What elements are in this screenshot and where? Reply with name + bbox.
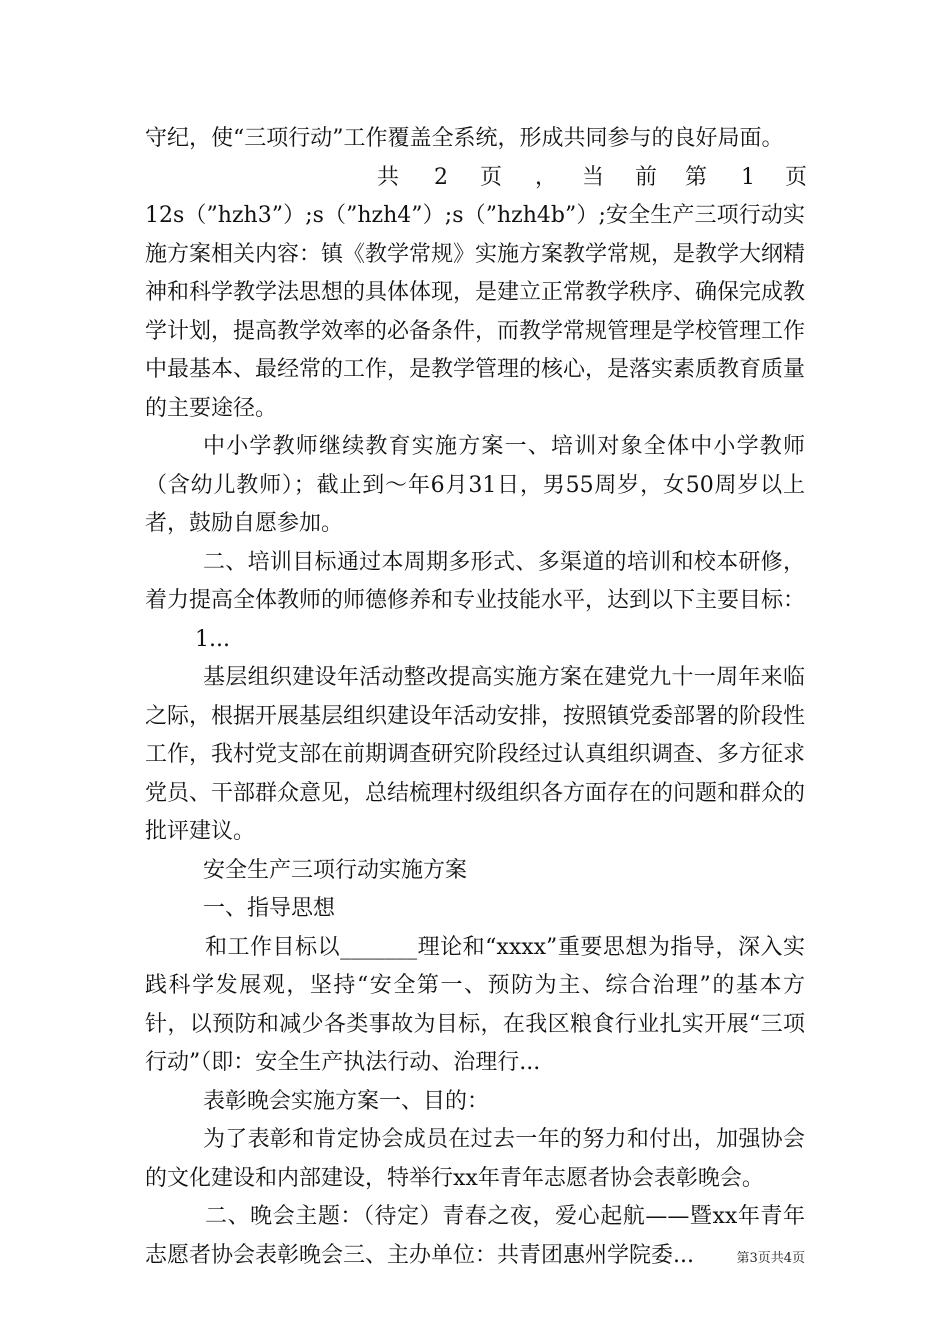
paragraph: 1...: [195, 626, 230, 652]
paragraph: 为了表彰和肯定协会成员在过去一年的努力和付出，加强协会的文化建设和内部建设，特举行xx年青年志愿者协会表彰晚会。: [145, 1127, 805, 1191]
section-heading: 安全生产三项行动实施方案: [203, 857, 468, 883]
page-indicator-char: 页: [785, 164, 808, 190]
paragraph: 表彰晚会实施方案一、目的：: [203, 1088, 490, 1114]
document-body: [145, 120, 808, 1275]
paragraph: 基层组织建设年活动整改提高实施方案在建党九十一周年来临之际，根据开展基层组织建设年活动安排，按照镇党委部署的阶段性工作，我村党支部在前期调查研究阶段经过认真组织调查、多方征求党员、干部群众意见，总结梳理村级组织各方面存在的问题和群众的批评建议。: [145, 665, 806, 844]
page-indicator-char: 前: [635, 164, 658, 190]
section-heading: 一、指导思想: [203, 896, 336, 921]
page-footer: 第3页共4页: [736, 1251, 805, 1266]
page-indicator-char: 页: [480, 164, 503, 190]
inline-page-indicator: [145, 159, 808, 198]
page-indicator-char: ，: [535, 164, 558, 190]
paragraph: 二、晚会主题：（待定）青春之夜，爱心起航——暨xx年青年志愿者协会表彰晚会三、主办单位：共青团惠州学院委...: [145, 1204, 805, 1268]
page-indicator-char: 第: [685, 164, 708, 190]
page-indicator-char: 共: [377, 164, 400, 190]
paragraph: 中小学教师继续教育实施方案一、培训对象全体中小学教师（含幼儿教师）；截止到～年6月31日，男55周岁，女50周岁以上者，鼓励自愿参加。: [145, 434, 805, 536]
page-indicator-current: 1: [741, 164, 755, 190]
page-indicator-char: 当: [582, 164, 605, 190]
paragraph: 守纪，使“三项行动”工作覆盖全系统，形成共同参与的良好局面。: [145, 126, 784, 151]
paragraph: 二、培训目标通过本周期多形式、多渠道的培训和校本研修，着力提高全体教师的师德修养和专业技能水平，达到以下主要目标：: [145, 549, 806, 613]
paragraph: 和工作目标以_______理论和“xxxx”重要思想为指导，深入实践科学发展观，坚持“安全第一、预防为主、综合治理”的基本方针，以预防和减少各类事故为目标，在我区粮食行业扎实开展“三项行动”（即：安全生产执法行动、治理行...: [145, 934, 805, 1075]
page-indicator-total: 2: [434, 164, 448, 190]
paragraph: 12s（”hzh3”）;s（”hzh4”）;s（”hzh4b”）;安全生产三项行动实施方案相关内容：镇《教学常规》实施方案教学常规，是教学大纲精神和科学教学法思想的具体体现，是建立正常教学秩序、确保完成教学计划，提高教学效率的必备条件，而教学常规管理是学校管理工作中最基本、最经常的工作，是教学管理的核心，是落实素质教育质量的主要途径。: [145, 203, 806, 421]
